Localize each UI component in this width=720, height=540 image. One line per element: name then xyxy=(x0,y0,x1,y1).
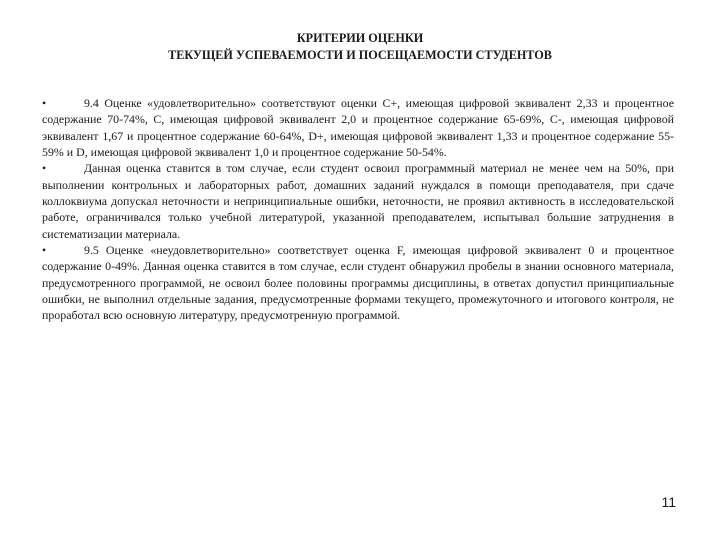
paragraph-text: Данная оценка ставится в том случае, если студент освоил программный материал не менее чем на 50%, при выполнении контрольных и лабораторных работ, домашних заданий нуждался в помощи преподавателя, при сдаче коллоквиума допускал неточности и непринципиальные ошибки, неточности, не проявил активность в исследовательской работе, ограничивался только учебной литературой, указанной преподавателем, испытывал большие затруднения в систематизации материала. xyxy=(42,161,674,241)
paragraph-satisfactory-details xyxy=(42,160,674,242)
body-text xyxy=(42,95,674,324)
page-number: 11 xyxy=(661,494,676,510)
paragraph-grade-satisfactory xyxy=(42,95,674,160)
bullet-icon: • xyxy=(42,161,47,176)
page-title xyxy=(40,30,680,64)
bullet-icon: • xyxy=(42,96,47,110)
paragraph-text: 9.5 Оценке «неудовлетворительно» соответствует оценка F, имеющая цифровой эквивалент 0 и процентное содержание 0-49%. Данная оценка ставится в том случае, если студент обнаружил пробелы в знании основного материала, предусмотренного программой, не освоил более половины программы дисциплины, в ответах допустил принципиальные ошибки, не выполнил отдельные задания, предусмотренные формами текущего, промежуточного и итогового контроля, не проработал всю основную литературу, предусмотренную программой. xyxy=(42,243,674,323)
paragraph-grade-unsatisfactory xyxy=(42,242,674,324)
title-line-2: ТЕКУЩЕЙ УСПЕВАЕМОСТИ И ПОСЕЩАЕМОСТИ СТУДЕНТОВ xyxy=(168,48,552,62)
bullet-icon: • xyxy=(42,243,47,258)
title-line-1: КРИТЕРИИ ОЦЕНКИ xyxy=(296,31,424,45)
paragraph-text: 9.4 Оценке «удовлетворительно» соответствуют оценки C+, имеющая цифровой эквивалент 2,33 и процентное содержание 70-74%, C, имеющая цифровой эквивалент 2,0 и процентное содержание 65-69%, C-, имеющая цифровой эквивалент 1,67 и процентное содержание 60-64%, D+, имеющая цифровой эквивалент 1,33 и процентное содержание 55-59% и D, имеющая цифровой эквивалент 1,0 и процентное содержание 50-54%. xyxy=(42,96,674,160)
